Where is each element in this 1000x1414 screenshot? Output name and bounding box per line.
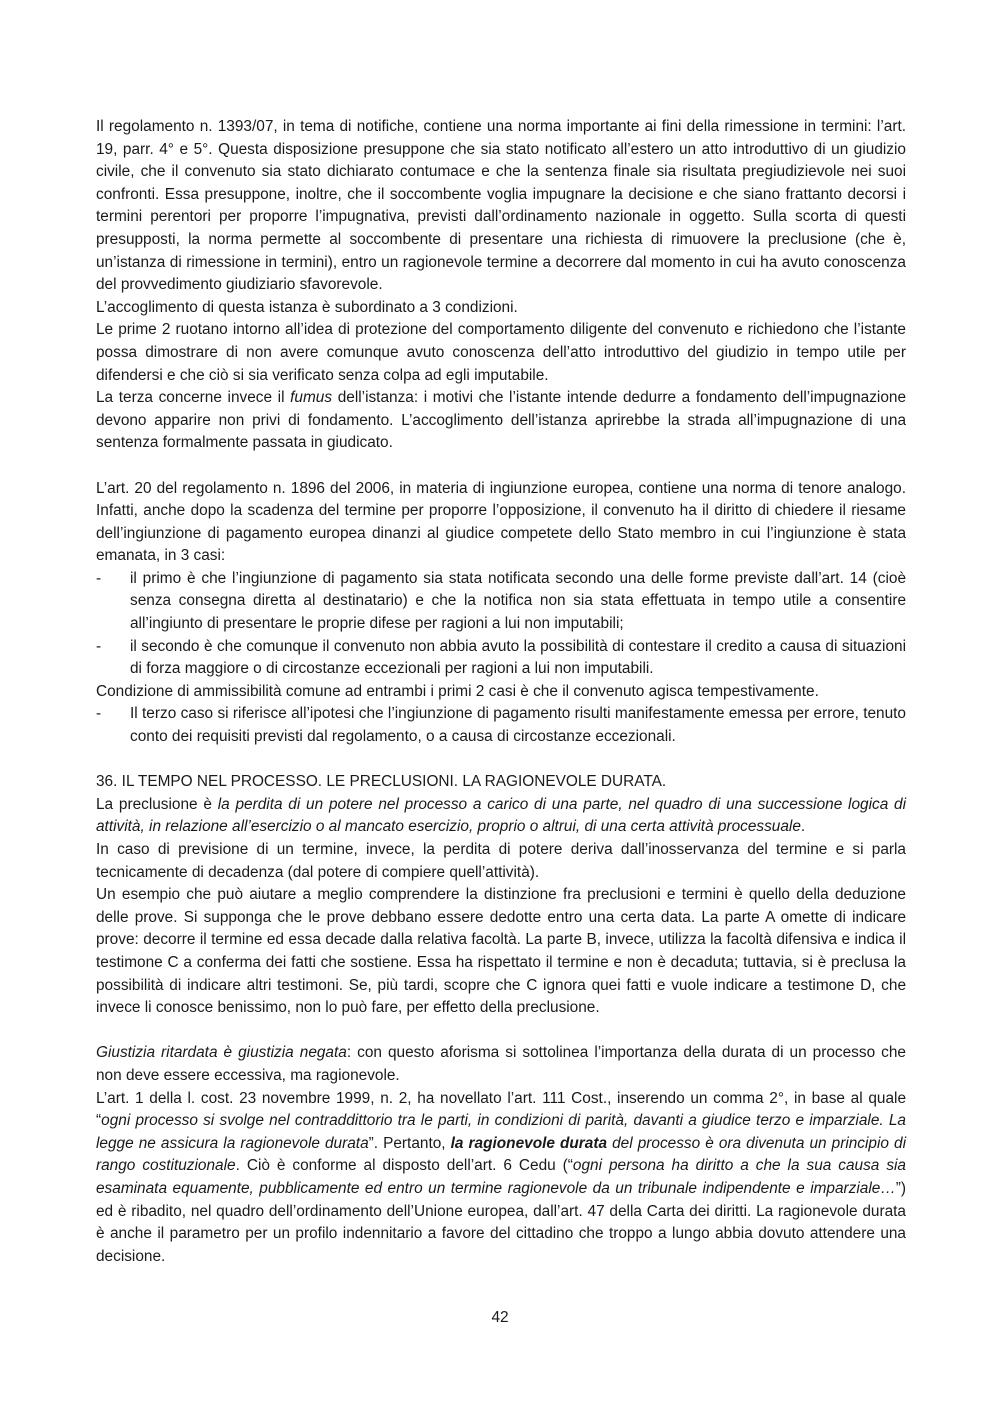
italic-definition: la perdita di un potere nel processo a carico di una parte, nel quadro di una successione logica di attività, in relazione all’esercizio o al mancato esercizio, proprio o altrui, di una certa attività processuale xyxy=(96,795,907,836)
list-item: - Il terzo caso si riferisce all’ipotesi che l’ingiunzione di pagamento risulti manifestamente emessa per errore, tenuto conto dei requisiti previsti dal regolamento, o a causa di circostanze eccezionali. xyxy=(96,703,906,748)
document-body xyxy=(96,116,906,1268)
paragraph-spacer xyxy=(96,455,906,478)
paragraph-terza-condizione xyxy=(96,387,906,455)
italic-quote-cedu: ogni persona ha diritto a che la sua causa sia esaminata equamente, pubblicamente ed entro un termine ragionevole da un tribunale indipendente e imparziale… xyxy=(96,1157,906,1197)
paragraph-prime-due-condizioni: Le prime 2 ruotano intorno all’idea di protezione del comportamento diligente del convenuto e richiedono che l’istante possa dimostrare di non avere comunque avuto conoscenza dell’atto introduttivo del giudizio in tempo utile per difendersi e che ciò si sia verificato senza colpa ad egli imputabile. xyxy=(96,321,906,384)
text-segment: ”. Pertanto, xyxy=(368,1134,451,1152)
text-segment: La terza concerne invece il xyxy=(96,389,291,407)
paragraph-art-111 xyxy=(96,1088,906,1269)
text-segment: ”) ed è ribadito, nel quadro dell’ordinamento dell’Unione europea, dall’art. 47 della Carta dei diritti. La ragionevole durata è anche il parametro per un profilo indennitario a favore del cittadino che troppo a lungo abbia dovuto attendere una decisione. xyxy=(96,1179,906,1265)
section-heading: 36. IL TEMPO NEL PROCESSO. LE PRECLUSIONI. LA RAGIONEVOLE DURATA. xyxy=(96,773,667,791)
paragraph-esempio: Un esempio che può aiutare a meglio comprendere la distinzione fra preclusioni e termini è quello della deduzione delle prove. Si supponga che le prove debbano essere dedotte entro una certa data. La parte A omette di indicare prove: decorre il termine ed essa decade dalla relativa facoltà. La parte B, invece, utilizza la facoltà difensiva e indica il testimone C a conferma dei fatti che sostiene. Essa ha rispettato il termine e non è decaduta; tuttavia, si è preclusa la possibilità di indicare altri testimoni. Se, più tardi, scopre che C ignora quei fatti e vuole indicare a testimone D, che invece li conosce benissimo, non lo può fare, per effetto della preclusione. xyxy=(96,886,906,1017)
italic-term-fumus: fumus xyxy=(290,389,333,407)
paragraph-art-20: L’art. 20 del regolamento n. 1896 del 2006, in materia di ingiunzione europea, contiene una norma di tenore analogo. Infatti, anche dopo la scadenza del termine per proporre l’opposizione, il convenuto ha il diritto di chiedere il riesame dell’ingiunzione di pagamento europea dinanzi al giudice competete dello Stato membro in cui l’ingiunzione è stata emanata, in 3 casi: xyxy=(96,479,906,565)
page-number: 42 xyxy=(491,1309,509,1326)
italic-aphorism: Giustizia ritardata è giustizia negata xyxy=(96,1044,347,1062)
paragraph-spacer xyxy=(96,749,906,772)
bold-italic-term: la ragionevole durata xyxy=(450,1134,608,1152)
paragraph-condizioni: L’accoglimento di questa istanza è subordinato a 3 condizioni. xyxy=(96,298,518,316)
list-item: - il primo è che l’ingiunzione di pagamento sia stata notificata secondo una delle forme previste dall’art. 14 (cioè senza consegna diretta al destinatario) e che la notifica non sia stata effettuata in tempo utile a consentire all’ingiunto di presentare le proprie difese per ragioni a lui non imputabili; xyxy=(96,568,906,636)
italic-text: del processo è ora divenuta un principio di rango costituzionale xyxy=(96,1134,906,1175)
paragraph-aforisma xyxy=(96,1042,906,1087)
paragraph-spacer xyxy=(96,1020,906,1043)
italic-quote-art-111: ogni processo si svolge nel contraddittorio tra le parti, in condizioni di parità, davanti a giudice terzo e imparziale. La legge ne assicura la ragionevole durata xyxy=(96,1112,906,1152)
third-case-list xyxy=(96,703,906,748)
paragraph-regolamento-1393: Il regolamento n. 1393/07, in tema di notifiche, contiene una norma importante ai fini della rimessione in termini: l’art. 19, parr. 4° e 5°. Questa disposizione presuppone che sia stato notificato all’estero un atto introduttivo di un giudizio civile, che il convenuto sia stato dichiarato contumace e che la sentenza finale sia risultata pregiudizievole nei suoi confronti. Essa presuppone, inoltre, che il soccombente voglia impugnare la decisione e che siano frattanto decorsi i termini perentori per proporre l’impugnativa, previsti dall’ordinamento nazionale in oggetto. Sulla scorta di questi presupposti, la norma permette al soccombente di presentare una richiesta di rimuovere la preclusione (che è, un’istanza di rimessione in termini), entro un ragionevole termine a decorrere dal momento in cui ha avuto conoscenza del provvedimento giudiziario sfavorevole. xyxy=(96,118,906,294)
paragraph-decadenza: In caso di previsione di un termine, invece, la perdita di potere deriva dall’inosservanza del termine e si parla tecnicamente di decadenza (dal potere di compiere quell’attività). xyxy=(96,841,906,881)
paragraph-preclusione xyxy=(96,794,906,839)
text-segment: La preclusione è xyxy=(96,795,218,813)
text-segment: dell’istanza: i motivi che l’istante intende dedurre a fondamento dell’impugnazione devono apparire non privi di fondamento. L’accoglimento dell’istanza aprirebbe la strada all’impugnazione di una sentenza formalmente passata in giudicato. xyxy=(96,389,906,452)
list-item: - il secondo è che comunque il convenuto non abbia avuto la possibilità di contestare il credito a causa di situazioni di forza maggiore o di circostanze eccezionali per ragioni a lui non imputabili. xyxy=(96,636,906,681)
text-segment: . xyxy=(800,818,806,836)
paragraph-ammissibilita: Condizione di ammissibilità comune ad entrambi i primi 2 casi è che il convenuto agisca tempestivamente. xyxy=(96,682,819,700)
text-segment: . Ciò è conforme al disposto dell’art. 6 Cedu (“ xyxy=(235,1157,573,1175)
text-segment: L’art. 1 della l. cost. 23 novembre 1999, n. 2, ha novellato l’art. 111 Cost., inserendo un comma 2°, in base al quale “ xyxy=(96,1089,906,1130)
text-segment: : con questo aforisma si sottolinea l’importanza della durata di un processo che non deve essere eccessiva, ma ragionevole. xyxy=(96,1044,906,1084)
cases-list xyxy=(96,568,906,681)
